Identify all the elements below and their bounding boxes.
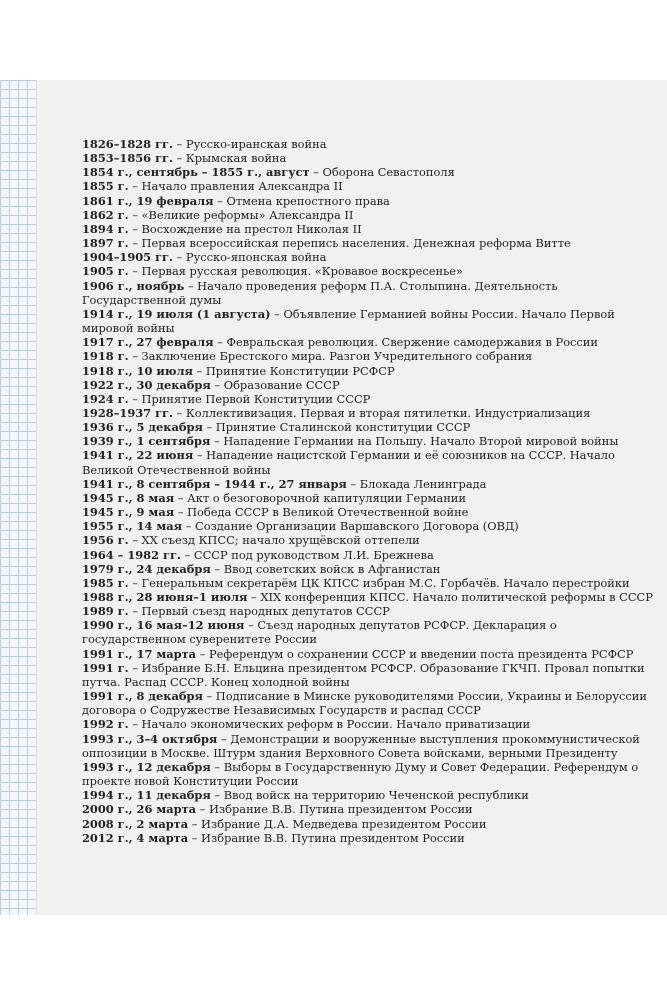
entry-event: – Русско-иранская война xyxy=(173,137,327,151)
timeline-entry xyxy=(82,165,657,179)
entry-event: – Генеральным секретарём ЦК КПСС избран М.С. Горбачёв. Начало перестройки xyxy=(128,575,630,590)
grid-paper-edge xyxy=(0,80,38,915)
timeline-entry xyxy=(82,604,657,618)
entry-date: 1988 г., 28 июня–1 июля xyxy=(82,590,248,604)
entry-date: 1894 г. xyxy=(82,221,129,236)
entry-event: – Избрание Б.Н. Ельцина президентом РСФСР. Образование ГКЧП. Провал попытки путча. Распад СССР. Конец холодной войны xyxy=(82,660,645,689)
timeline-entry xyxy=(82,364,657,378)
timeline-entry xyxy=(82,533,657,547)
entry-date: 1922 г., 30 декабря xyxy=(82,377,211,392)
entry-event: – Подписание в Минске руководителями России, Украины и Белоруссии договора о Содружестве Независимых Государств и распад СССР xyxy=(82,689,647,718)
timeline-entry xyxy=(82,420,657,434)
timeline-entry xyxy=(82,788,657,802)
timeline-entry xyxy=(82,732,657,760)
entry-event: – Нападение Германии на Польшу. Начало Второй мировой войны xyxy=(210,434,619,449)
timeline-entry xyxy=(82,434,657,448)
entry-date: 2008 г., 2 марта xyxy=(82,816,189,831)
timeline-entry xyxy=(82,208,657,222)
entry-date: 1905 г. xyxy=(82,264,129,279)
timeline-entry xyxy=(82,477,657,491)
timeline-entry xyxy=(82,151,657,165)
entry-event: – Победа СССР в Великой Отечественной войне xyxy=(174,505,469,520)
entry-date: 1945 г., 9 мая xyxy=(82,505,175,520)
book-page xyxy=(36,80,667,915)
timeline-entry xyxy=(82,618,657,646)
entry-date: 2000 г., 26 марта xyxy=(82,802,197,817)
entry-event: – Нападение нацистской Германии и её союзников на СССР. Начало Великой Отечественной войны xyxy=(82,448,615,477)
entry-event: – Принятие Первой Конституции СССР xyxy=(128,391,371,406)
entry-event: – Первая всероссийская перепись населения. Денежная реформа Витте xyxy=(128,236,571,251)
entry-date: 1956 г. xyxy=(82,533,129,548)
timeline-entry xyxy=(82,264,657,278)
entry-date: 1945 г., 8 мая xyxy=(82,490,175,505)
timeline-entry xyxy=(82,717,657,731)
entry-date: 1989 г. xyxy=(82,604,129,619)
entry-event: – Принятие Конституции РСФСР xyxy=(192,363,395,378)
entry-event: – Коллективизация. Первая и вторая пятилетки. Индустриализация xyxy=(173,405,591,420)
entry-event: – Объявление Германией войны России. Начало Первой мировой войны xyxy=(82,306,615,336)
entry-date: 1861 г., 19 февраля xyxy=(82,193,214,208)
entry-event: – «Великие реформы» Александра II xyxy=(128,207,354,222)
chronology-list xyxy=(82,137,657,845)
timeline-entry xyxy=(82,406,657,420)
entry-event: – Избрание Д.А. Медведева президентом России xyxy=(188,816,487,831)
timeline-entry xyxy=(82,661,657,689)
entry-date: 1853–1856 гг. xyxy=(82,151,173,166)
entry-event: – Ввод войск на территорию Чеченской республики xyxy=(210,788,529,803)
timeline-entry xyxy=(82,647,657,661)
entry-date: 1928–1937 гг. xyxy=(82,405,173,420)
entry-event: – Отмена крепостного права xyxy=(213,193,390,208)
entry-date: 1941 г., 8 сентября – 1944 г., 27 января xyxy=(82,476,347,491)
timeline-entry xyxy=(82,562,657,576)
timeline-entry xyxy=(82,689,657,717)
timeline-entry xyxy=(82,250,657,264)
entry-event: – Образование СССР xyxy=(210,377,340,392)
timeline-entry xyxy=(82,576,657,590)
entry-date: 1854 г., сентябрь – 1855 г., август xyxy=(82,165,310,180)
entry-event: – Создание Организации Варшавского Договора (ОВД) xyxy=(182,519,519,534)
entry-date: 1941 г., 22 июня xyxy=(82,448,194,463)
entry-date: 1993 г., 3–4 октября xyxy=(82,731,218,746)
timeline-entry xyxy=(82,392,657,406)
entry-date: 1979 г., 24 декабря xyxy=(82,561,211,576)
timeline-entry xyxy=(82,491,657,505)
entry-event: – Акт о безоговорочной капитуляции Германии xyxy=(174,490,466,505)
entry-date: 1955 г., 14 мая xyxy=(82,519,183,534)
timeline-entry xyxy=(82,194,657,208)
entry-date: 1826–1828 гг. xyxy=(82,137,173,151)
entry-event: – Принятие Сталинской конституции СССР xyxy=(202,420,471,435)
entry-event: – Начало экономических реформ в России. Начало приватизации xyxy=(128,717,531,732)
timeline-entry xyxy=(82,802,657,816)
timeline-entry xyxy=(82,548,657,562)
entry-event: – Восхождение на престол Николая II xyxy=(128,221,362,236)
timeline-entry xyxy=(82,817,657,831)
entry-event: – Февральская революция. Свержение самодержавия в России xyxy=(213,335,598,350)
entry-date: 1924 г. xyxy=(82,391,129,406)
entry-event: – Съезд народных депутатов РСФСР. Декларация о государственном суверенитете России xyxy=(82,618,557,647)
entry-event: – Демонстрации и вооруженные выступления прокоммунистической оппозиции в Москве. Штурм здания Верховного Совета войсками, верными Президенту xyxy=(82,731,640,760)
timeline-entry xyxy=(82,137,657,151)
timeline-entry xyxy=(82,505,657,519)
entry-date: 2012 г., 4 марта xyxy=(82,830,189,845)
entry-date: 1991 г., 8 декабря xyxy=(82,689,203,704)
entry-event: – Ввод советских войск в Афганистан xyxy=(210,561,441,576)
entry-event: – Выборы в Государственную Думу и Совет Федерации. Референдум о проекте новой Конституции России xyxy=(82,759,639,789)
entry-event: – Заключение Брестского мира. Разгон Учредительного собрания xyxy=(128,349,533,364)
entry-date: 1918 г., 10 июля xyxy=(82,363,193,378)
timeline-entry xyxy=(82,222,657,236)
entry-date: 1994 г., 11 декабря xyxy=(82,788,211,803)
entry-date: 1939 г., 1 сентября xyxy=(82,434,211,449)
entry-event: – Крымская война xyxy=(173,151,287,166)
timeline-entry xyxy=(82,831,657,845)
entry-event: – Первый съезд народных депутатов СССР xyxy=(128,604,390,619)
entry-event: – Начало правления Александра II xyxy=(128,179,343,194)
timeline-entry xyxy=(82,448,657,476)
entry-date: 1855 г. xyxy=(82,179,129,194)
timeline-entry xyxy=(82,519,657,533)
timeline-entry xyxy=(82,349,657,363)
entry-date: 1991 г., 17 марта xyxy=(82,646,197,661)
entry-date: 1917 г., 27 февраля xyxy=(82,335,214,350)
entry-event: – Начало проведения реформ П.А. Столыпина. Деятельность Государственной думы xyxy=(82,278,558,307)
entry-event: – СССР под руководством Л.И. Брежнева xyxy=(180,547,434,562)
entry-date: 1992 г. xyxy=(82,717,129,732)
entry-event: – Блокада Ленинграда xyxy=(346,476,487,491)
entry-event: – Избрание В.В. Путина президентом России xyxy=(196,802,473,817)
timeline-entry xyxy=(82,236,657,250)
timeline-entry xyxy=(82,307,657,335)
entry-date: 1906 г., ноябрь xyxy=(82,278,185,293)
entry-event: – Избрание В.В. Путина президентом России xyxy=(188,830,465,845)
entry-date: 1993 г., 12 декабря xyxy=(82,759,211,774)
entry-date: 1991 г. xyxy=(82,660,129,675)
timeline-entry xyxy=(82,760,657,788)
timeline-entry xyxy=(82,378,657,392)
entry-date: 1862 г. xyxy=(82,207,129,222)
entry-event: – Русско-японская война xyxy=(173,250,327,265)
entry-event: – Референдум о сохранении СССР и введении поста президента РСФСР xyxy=(196,646,634,661)
timeline-entry xyxy=(82,179,657,193)
entry-event: – Оборона Севастополя xyxy=(309,165,455,180)
entry-event: – XIX конференция КПСС. Начало политической реформы в СССР xyxy=(247,590,653,604)
entry-date: 1990 г., 16 мая–12 июня xyxy=(82,618,245,633)
timeline-entry xyxy=(82,590,657,604)
entry-date: 1897 г. xyxy=(82,236,129,251)
entry-date: 1964 – 1982 гг. xyxy=(82,547,181,562)
timeline-entry xyxy=(82,335,657,349)
entry-date: 1914 г., 19 июля (1 августа) xyxy=(82,306,271,321)
entry-event: – XX съезд КПСС; начало хрущёвской оттепели xyxy=(128,533,420,548)
entry-event: – Первая русская революция. «Кровавое воскресенье» xyxy=(128,264,464,279)
entry-date: 1904–1905 гг. xyxy=(82,250,173,265)
entry-date: 1918 г. xyxy=(82,349,129,364)
timeline-entry xyxy=(82,279,657,307)
entry-date: 1936 г., 5 декабря xyxy=(82,420,203,435)
entry-date: 1985 г. xyxy=(82,575,129,590)
